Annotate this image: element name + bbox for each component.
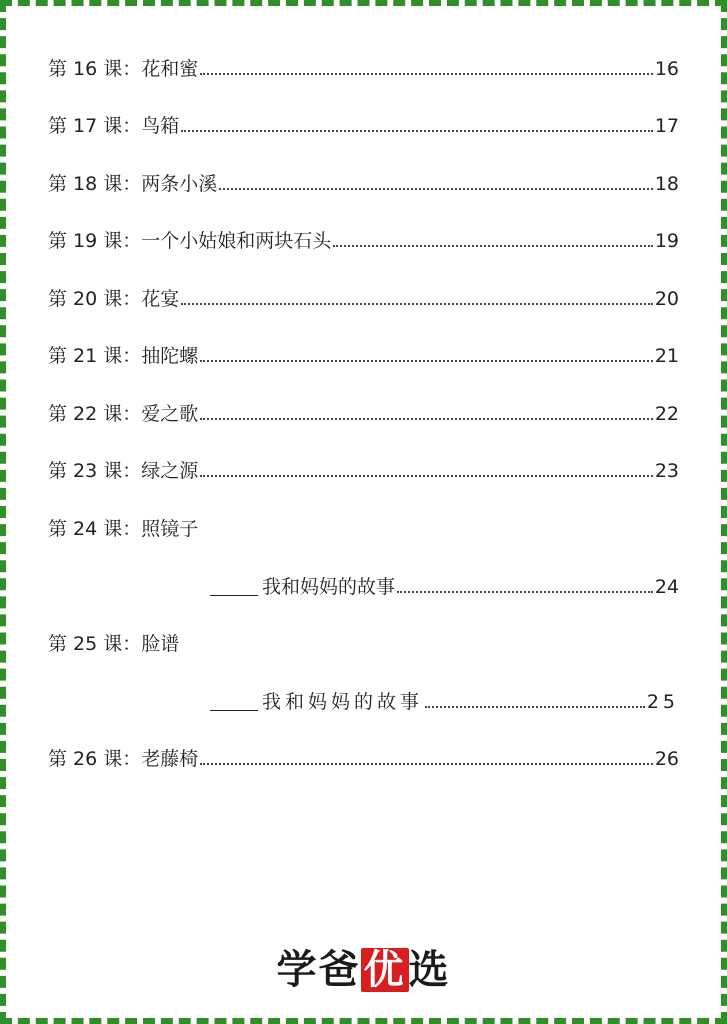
toc-entry-24-subtitle[interactable] — [210, 572, 679, 598]
toc-entry-25-subtitle[interactable] — [210, 687, 679, 713]
brand-logo — [0, 938, 727, 995]
toc-leader-dots — [200, 73, 653, 75]
toc-entry-19[interactable] — [48, 226, 679, 252]
toc-leader-dots — [219, 188, 653, 190]
toc-leader-dots — [425, 706, 645, 708]
toc-entry-label: 第 20 课：花宴 — [48, 288, 180, 310]
toc-entry-21[interactable] — [48, 341, 679, 367]
toc-leader-dots — [181, 303, 653, 305]
toc-entry-24-heading[interactable] — [48, 514, 679, 540]
toc-entry-22[interactable] — [48, 399, 679, 425]
toc-entry-label: 第 17 课：鸟箱 — [48, 115, 180, 137]
toc-entry-18[interactable] — [48, 169, 679, 195]
toc-entry-20[interactable] — [48, 284, 679, 310]
em-dash-line — [210, 710, 258, 711]
toc-page-number: 16 — [654, 58, 679, 80]
toc-entry-16[interactable] — [48, 54, 679, 80]
toc-leader-dots — [181, 130, 653, 132]
toc-page-number: 26 — [654, 748, 679, 770]
toc-entry-label: 第 18 课：两条小溪 — [48, 173, 218, 195]
toc-leader-dots — [397, 591, 653, 593]
toc-page-number: 23 — [654, 460, 679, 482]
toc-page-number: 19 — [654, 230, 679, 252]
toc-entry-label: 第 26 课：老藤椅 — [48, 748, 199, 770]
toc-leader-dots — [200, 418, 653, 420]
logo-text-part2: 选 — [408, 947, 451, 993]
toc-entry-label: 第 16 课：花和蜜 — [48, 58, 199, 80]
toc-entry-17[interactable] — [48, 111, 679, 137]
toc-entry-label: 第 21 课：抽陀螺 — [48, 345, 199, 367]
toc-entry-label: 第 24 课：照镜子 — [48, 518, 199, 540]
toc-page-number: 22 — [654, 403, 679, 425]
toc-page-number: 21 — [654, 345, 679, 367]
toc-entry-label: 第 25 课：脸谱 — [48, 633, 180, 655]
toc-entry-label: 我和妈妈的故事 — [262, 691, 424, 713]
toc-entry-label: 第 22 课：爱之歌 — [48, 403, 199, 425]
toc-entry-25-heading[interactable] — [48, 629, 679, 655]
toc-entry-23[interactable] — [48, 456, 679, 482]
toc-entry-label: 第 19 课：一个小姑娘和两块石头 — [48, 230, 332, 252]
em-dash-line — [210, 595, 258, 596]
toc-page-number: 25 — [646, 691, 679, 713]
toc-entry-label: 我和妈妈的故事 — [262, 576, 396, 598]
toc-leader-dots — [333, 245, 653, 247]
toc-entry-26[interactable] — [48, 744, 679, 770]
toc-page-number: 24 — [654, 576, 679, 598]
toc-leader-dots — [200, 763, 653, 765]
toc-page-number: 17 — [654, 115, 679, 137]
logo-text-part1: 学爸 — [276, 947, 361, 993]
toc-leader-dots — [200, 360, 653, 362]
logo-highlight-box: 优 — [361, 948, 409, 992]
toc-entry-label: 第 23 课：绿之源 — [48, 460, 199, 482]
toc-page-number: 18 — [654, 173, 679, 195]
toc-page-number: 20 — [654, 288, 679, 310]
toc-leader-dots — [200, 475, 653, 477]
